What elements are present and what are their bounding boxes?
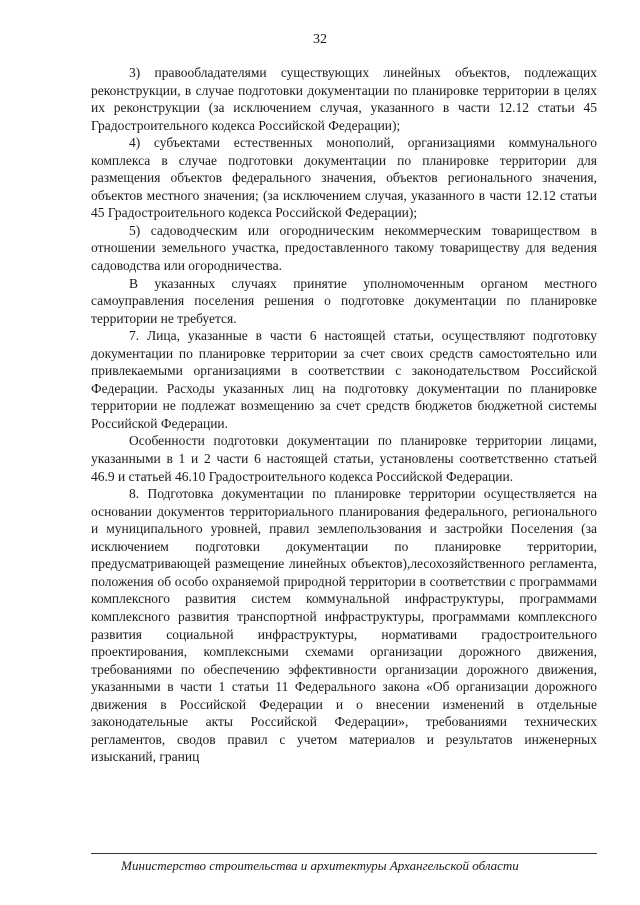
paragraph-specifics-note: Особенности подготовки документации по планировке территории лицами, указанными в 1 и 2 части 6 настоящей статьи, установлены соответственно статьей 46.9 и статьей 46.10 Градостроительного кодекса Российской Федерации. bbox=[91, 433, 597, 484]
paragraph-item-3: 3) правообладателями существующих линейных объектов, подлежащих реконструкции, в случае подготовки документации по планировке территории в целях их реконструкции (за исключением случая, указанного в части 12.12 статьи 45 Градостроительного кодекса Российской Федерации); bbox=[91, 65, 597, 133]
paragraph-item-5: 5) садоводческим или огородническим некоммерческим товариществом в отношении земельного участка, предоставленного такому товариществу для ведения садоводства или огородничества. bbox=[91, 222, 597, 274]
page-number: 32 bbox=[313, 32, 327, 47]
paragraph-item-4: 4) субъектами естественных монополий, организациями коммунального комплекса в случае подготовки документации по планировке территории для размещения объектов федерального значения, объектов регионального значения, объектов местного значения; (за исключением случая, указанного в части 12.12 статьи 45 Градостроительного кодекса Российской Федерации); bbox=[91, 135, 597, 221]
footer-text: Министерство строительства и архитектуры Архангельской области bbox=[121, 858, 519, 873]
paragraph-clause-7: 7. Лица, указанные в части 6 настоящей статьи, осуществляют подготовку документации по планировке территории за счет своих средств самостоятельно или привлекаемыми организациями в соответствии с законодательством Российской Федерации. Расходы указанных лиц на подготовку документации по планировке территории не подлежат возмещению за счет средств бюджетов бюджетной системы Российской Федерации. bbox=[91, 328, 597, 431]
paragraph-exemption-note: В указанных случаях принятие уполномоченным органом местного самоуправления поселения решения о подготовке документации по планировке территории не требуется. bbox=[91, 275, 597, 326]
document-body bbox=[91, 64, 597, 766]
footer-divider bbox=[91, 853, 597, 854]
paragraph-clause-8: 8. Подготовка документации по планировке территории осуществляется на основании документов территориального планирования федерального, регионального и муниципального уровней, правил землепользования и застройки Поселения (за исключением подготовки документации по планировке территории, предусматривающей размещение линейных объектов),лесохозяйственного регламента, положения об особо охраняемой природной территории в соответствии с программами комплексного развития систем коммунальной инфраструктуры, программами комплексного развития транспортной инфраструктуры, программами комплексного развития социальной инфраструктуры, нормативами градостроительного проектирования, комплексными схемами организации дорожного движения, требованиями по обеспечению эффективности организации дорожного движения, указанными в части 1 статьи 11 Федерального закона «Об организации дорожного движения в Российской Федерации и о внесении изменений в отдельные законодательные акты Российской Федерации», требованиями технических регламентов, сводов правил с учетом материалов и результатов инженерных изысканий, границ bbox=[91, 486, 597, 765]
